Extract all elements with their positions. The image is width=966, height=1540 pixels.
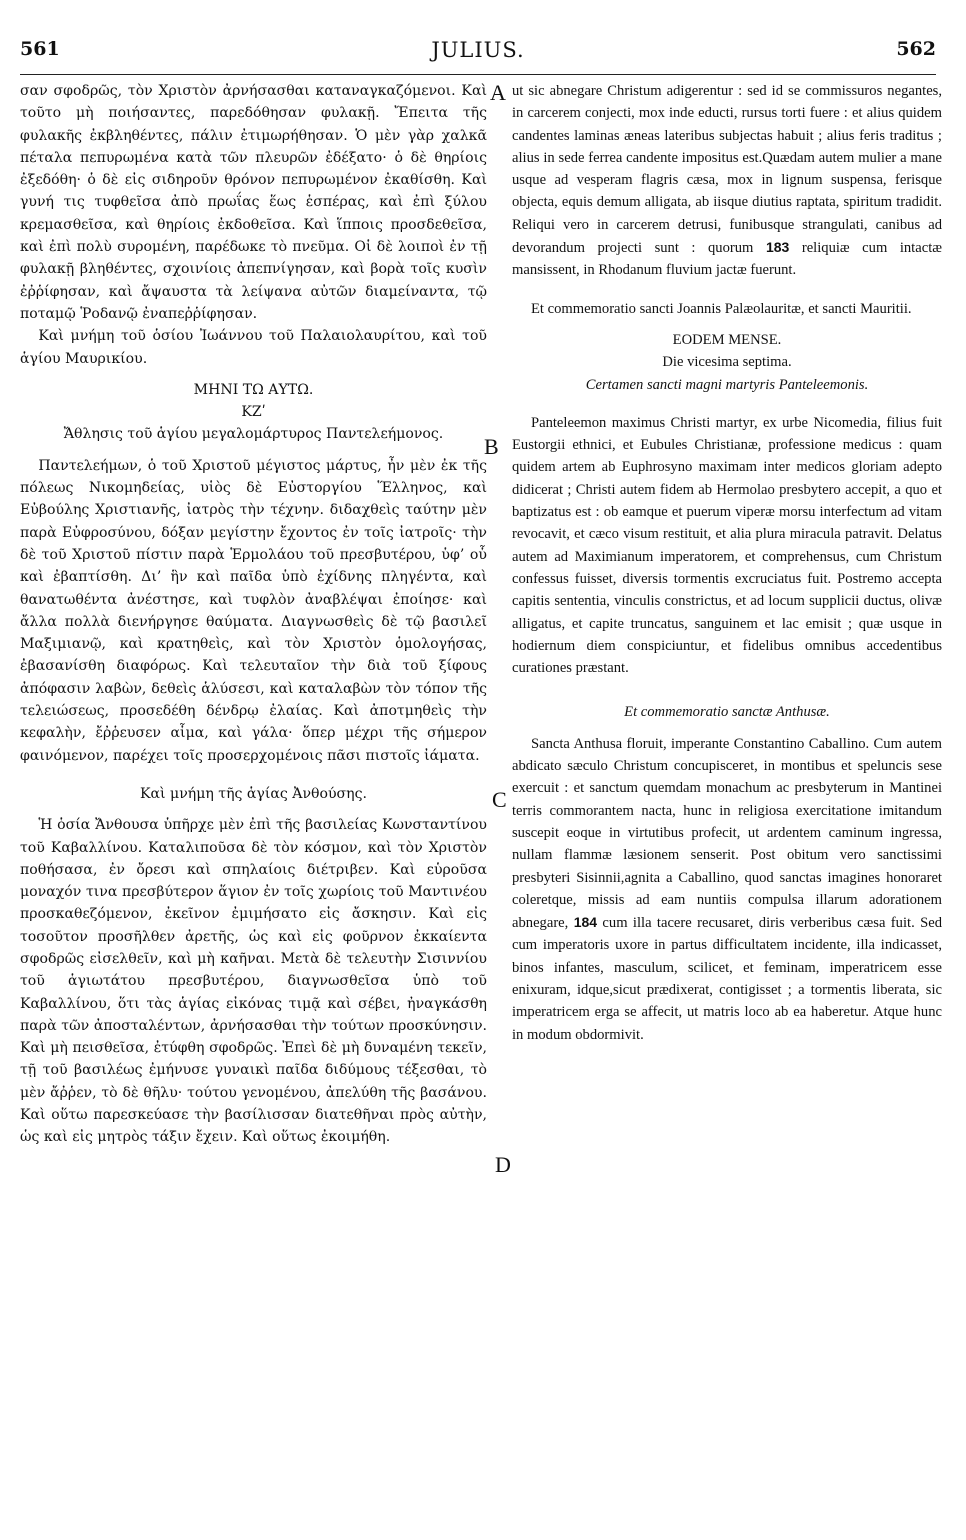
margin-marker-a: A [490, 80, 506, 105]
latin-column [512, 80, 942, 1046]
latin-paragraph-1a: ut sic abnegare Christum adigerentur : sed id se commissuros negantes, in carcerem conjecti, mox inde educti, rursus torti fuere : et alius quidem candentes laminas æneas lateribus subjectas habuit ; alius feris traditus ; alius in sede ferrea candente impositus est.Quædam autem mulier a mane usque ad vesperam flagris cæsa, mox in lignum suspensa, ferisque objecta, equis demum alligata, ab iisque diutius raptata, spiritum tradidit. Reliqui vero in carcerem detrusi, funibusque strangulati, canibus ad devorandum projecti sunt : quorum [512, 83, 942, 257]
latin-heading-month: EODEM MENSE. [672, 331, 782, 348]
greek-heading-panteleemon: Ἄθλησις τοῦ ἁγίου μεγαλομάρτυρος Παντελεήμονος. [63, 426, 444, 443]
greek-column [20, 80, 487, 1149]
greek-paragraph-panteleemon: Παντελεήμων, ὁ τοῦ Χριστοῦ μέγιστος μάρτυς, ἦν μὲν ἐκ τῆς πόλεως Νικομηδείας, υἱὸς δὲ Εὐστοργίου Ἕλληνος, καὶ Εὐβούλης Χριστιανῆς, ἰατρὸς τὴν τέχνην. διδαχθεὶς ταύτην μὲν παρὰ Εὐφροσύνου, δόξαν μεγίστην ἔχοντος ἐν τοῖς ἰατροῖς· τὴν δὲ τοῦ Χριστοῦ πίστιν παρὰ Ἑρμολάου τοῦ πρεσβυτέρου, ὑφ’ οὗ καὶ ἐβαπτίσθη. Δι’ ἣν καὶ παῖδα ὑπὸ ἐχίδνης πληγέντα, καὶ θανατωθέντα ἀνέστησε, καὶ τυφλὸν ἀναβλέψαι ἐποίησε· καὶ ἄλλα πολλὰ διενήργησε θαύματα. Διαγνωσθεὶς δὲ τῷ βασιλεῖ Μαξιμιανῷ, καὶ κρατηθεὶς, καὶ τὸν Χριστὸν ὁμολογήσας, ἐβασανίσθη διαφόρως. Καὶ τελευταῖον τὴν διὰ τοῦ ξίφους ἀπόφασιν λαβὼν, δεθεὶς ἁλύσεσι, καὶ καταλαβὼν τὸν τόπον τῆς τελειώσεως, προσεδέθη δένδρῳ ἐλαίας. Καὶ ἀποτμηθεὶς τὴν κεφαλὴν, ἔῤῥευσεν αἷμα, καὶ γάλα· ὅπερ μέχρι τῆς σήμερον φαινόμενον, παρέχει τοῖς προσερχομένοις πᾶσι πιστοῖς ἰάματα. [20, 457, 487, 764]
latin-paragraph-1 [512, 80, 942, 282]
latin-paragraph-anthusa [512, 733, 942, 1046]
greek-heading-day: ΚΖʹ [241, 404, 266, 421]
latin-paragraph-anthusa-a: Sancta Anthusa floruit, imperante Constantino Caballino. Cum autem abdicato sæculo Christum concupisceret, in montibus et speluncis sese exercuit : et sanctum quemdam monachum ac presbyterum in Mantinei terris commorantem nacta, hunc in religiosa exercitatione imitandum suscepit eoque in virtutibus profecit, ut ardentem caminum ingressa, nullam flammæ læsionem senserit. Post obitum vero sanctissimi presbyteri Sisinnii,agnita a Caballino, quod sanctas imagines honoraret coleretque, missis ad eam nuntiis compulsa illarum adorationem abnegare, [512, 735, 942, 932]
greek-paragraph-anthusa: Ἡ ὁσία Ἄνθουσα ὑπῆρχε μὲν ἐπὶ τῆς βασιλείας Κωνσταντίνου τοῦ Καβαλλίνου. Καταλιποῦσα δὲ τὸν κόσμον, καὶ τὸν Χριστὸν ποθήσασα, ἐν ὄρεσι καὶ σπηλαίοις διέτριβεν. Καὶ εὑροῦσα μοναχόν τινα πρεσβύτερον ἅγιον ἐν τοῖς χωρίοις τοῦ Μαντινέου προσκαθεζόμενον, ἐκεῖνον ἐμιμήσατο εἰς ἄσκησιν. Καὶ εἰς τοσοῦτον προσῆλθεν ἀρετῆς, ὡς καὶ εἰς φοῦρνον ἐκκαίεντα σφοδρῶς εἰσελθεῖν, καὶ μὴ καῆναι. Μετὰ δὲ τελευτὴν Σισιννίου τοῦ ἁγιωτάτου πρεσβυτέρου, διαγνωσθεῖσα ὑπὸ τοῦ Καβαλλίνου, ὅτι τὰς ἁγίας εἰκόνας τιμᾷ καὶ σέβει, ἠναγκάσθη παρὰ τῶν ἀποσταλέντων, ἀρνήσασθαι τὴν τούτων προσκύνησιν. Καὶ μὴ πεισθεῖσα, ἐτύφθη σφοδρῶς. Ἐπεὶ δὲ μὴ δυναμένη τεκεῖν, τῇ τοῦ βασιλέως ἐμήνυσε γυναικὶ παῖδα διδύμους τέξεσθαι, τὸ μὲν ἄῤῥεν, τὸ δὲ θῆλυ· τούτου γενομένου, ἀπελύθη τῆς βασάνου. Καὶ οὕτω παρεσκεύασε τὴν βασίλισσαν διατεθῆναι πρὸς αὐτὴν, ὡς καὶ εἰς μητρὸς τάξιν ἔχειν. Καὶ οὕτως ἐκοιμήθη. [20, 817, 487, 1146]
column-number-183: 183 [765, 239, 790, 256]
running-header [20, 34, 936, 75]
running-title: JULIUS. [431, 38, 525, 62]
column-number-184: 184 [573, 914, 598, 931]
greek-heading-anthusa: Καὶ μνήμη τῆς ἁγίας Ἀνθούσης. [139, 785, 367, 802]
greek-paragraph-1: σαν σφοδρῶς, τὸν Χριστὸν ἀρνήσασθαι καταναγκαζόμενοι. Καὶ τοῦτο μὴ ποιήσαντες, παρεδόθησαν φυλακῇ. Ἔπειτα τῆς φυλακῆς ἐκβληθέντες, πάλιν ἐτιμωρήθησαν. Ὁ μὲν γὰρ χαλκᾶ πέταλα πεπυρωμένα κατὰ τῶν πλευρῶν ἐδέξατο· ὁ δὲ θηρίοις ἐξεδόθη· ὁ δὲ εἰς σιδηροῦν θρόνον πεπυρωμένον ἐκαθίσθη. Καὶ γυνή τις τυφθεῖσα ἀπὸ πρωΐας ἕως ἑσπέρας, καὶ ἐπὶ ξύλου κρεμασθεῖσα, καὶ θηρίοις ἐκδοθεῖσα. Καὶ ἵπποις προσδεθεῖσα, καὶ ἐπὶ πολὺ συρομένη, παρέδωκε τὸ πνεῦμα. Οἱ δὲ λοιποὶ ἐν τῇ φυλακῇ βληθέντες, σχοινίοις ἀπεπνίγησαν, καὶ βορὰ τοῖς κυσὶν ἐῤῥίφησαν, καὶ ἄψαυστα τὰ λείψανα αὐτῶν διαμείναντα, τῷ ποταμῷ Ῥοδανῷ ἐναπεῤῥίφησαν. [20, 83, 487, 322]
page-number-right: 562 [896, 38, 936, 60]
latin-paragraph-anthusa-b: cum illa tacere recusaret, diris verberibus cæsa fuit. Sed cum imperatoris uxore in partus difficultatem incidente, illa indicasset, binos infantes, masculum, scilicet, et feminam, imperatricem esse enixuram, idque,sicut prædixerat, contigisset ; a tormentis liberata, sic imperatricem erga se affecit, ut matris loco ab ea haberetur. Atque hunc in modum obdormivit. [512, 915, 942, 1043]
latin-commemoration-joannes: Et commemoratio sancti Joannis Palæolauritæ, et sancti Mauritii. [530, 300, 912, 317]
margin-marker-d: D [495, 1152, 511, 1177]
latin-heading-panteleemon: Certamen sancti magni martyris Panteleemonis. [585, 376, 869, 393]
greek-commemoration-joannes: Καὶ μνήμη τοῦ ὁσίου Ἰωάννου τοῦ Παλαιολαυρίτου, καὶ τοῦ ἁγίου Μαυρικίου. [20, 328, 487, 367]
page-number-left: 561 [20, 38, 60, 60]
margin-marker-b: B [484, 434, 499, 459]
latin-heading-anthusa: Et commemoratio sanctæ Anthusæ. [624, 704, 830, 721]
latin-paragraph-1b: reliquiæ cum intactæ mansissent, in Rhodanum fluvium jactæ fuerunt. [512, 240, 942, 279]
latin-heading-day: Die vicesima septima. [662, 354, 792, 371]
greek-heading-month: ΜΗΝΙ ΤΩ ΑΥΤΩ. [193, 381, 314, 398]
margin-marker-c: C [492, 787, 507, 812]
latin-paragraph-panteleemon: Panteleemon maximus Christi martyr, ex urbe Nicomedia, filius fuit Eustorgii ethnici, et Eubules Christianæ, professione medicus : quam quidem artem ab Euphrosyno maximam inter medicos gloriam adepto didicerat ; Christi autem fidem ab Hermolao presbytero accepit, a quo et baptizatus est : ob eamque et puerum viperæ morsu interfectum ad vitam revocavit, et cæco visum restituit, et alia plura miracula patravit. Delatus autem ad Maximianum imperatorem, et comprehensus, cum Christum confessus fuisset, diversis tormentis excruciatus fuit. Postremo accepta capitis sententia, vinculis constrictus, et ad locum supplicii ductus, olivæ alligatus, et capite truncatus, sanguinem et lac emisit ; quæ usque in hodiernum diem conspiciuntur, et fidelibus omnibus accedentibus curationes præstant. [512, 414, 942, 677]
